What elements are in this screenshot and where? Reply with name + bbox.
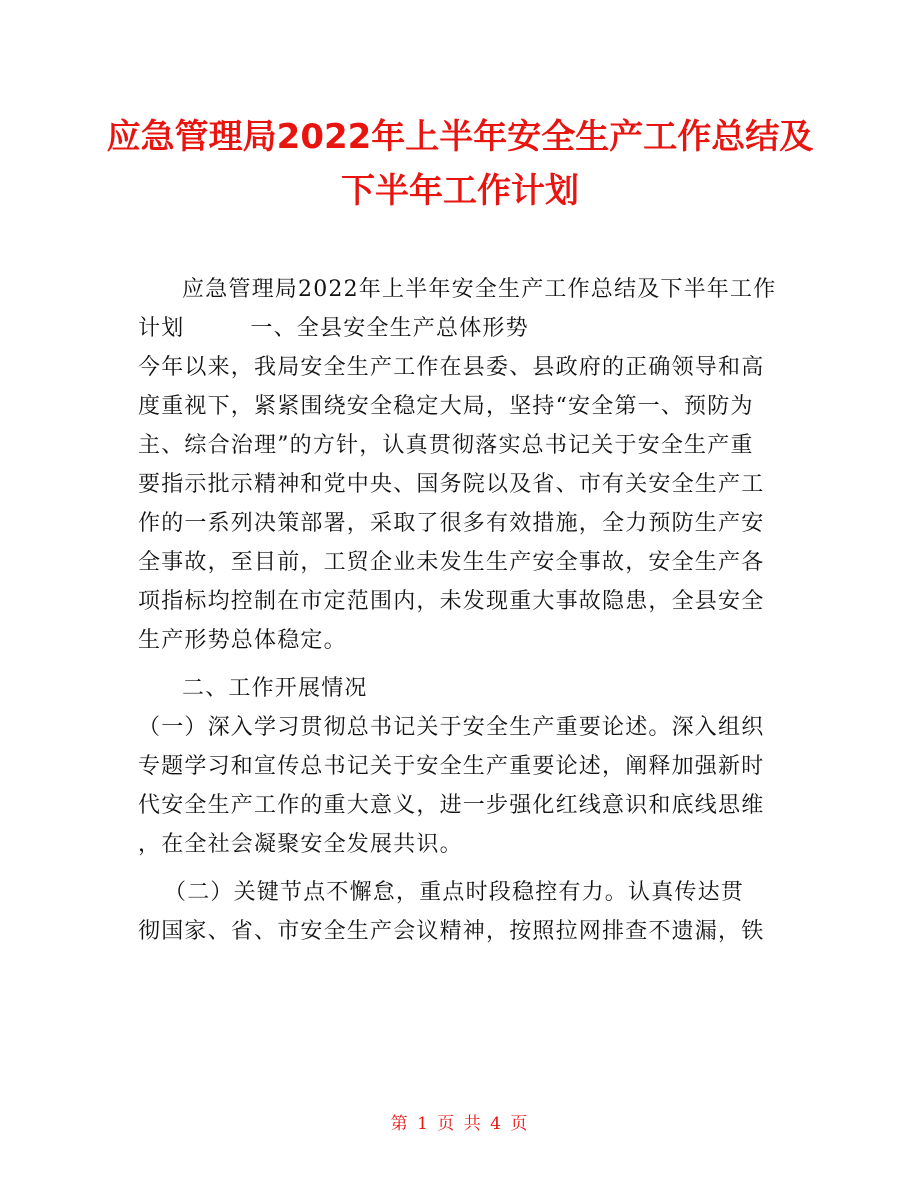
paragraph-line: ，在全社会凝聚安全发展共识。 — [138, 832, 463, 857]
paragraph-line: 作的一系列决策部署，采取了很多有效措施，全力预防生产安 — [138, 511, 765, 536]
document-title — [100, 110, 820, 218]
section-heading: 一、全县安全生产总体形势 — [250, 316, 529, 341]
paragraph-line — [138, 309, 790, 348]
paragraph-line: （一）深入学习贯彻总书记关于安全生产重要论述。深入组织 — [138, 715, 765, 740]
document-body — [138, 270, 790, 951]
title-line-1: 应急管理局2022年上半年安全生产工作总结及 — [106, 117, 814, 157]
paragraph-text: 计划 — [138, 316, 185, 341]
paragraph-line: 彻国家、省、市安全生产会议精神，按照拉网排查不遗漏，铁 — [138, 919, 765, 944]
paragraph-line: 项指标均控制在市定范围内，未发现重大事故隐患，全县安全 — [138, 589, 765, 614]
paragraph-line: 全事故，至目前，工贸企业未发生生产安全事故，安全生产各 — [138, 550, 765, 575]
paragraph-line: 应急管理局2022年上半年安全生产工作总结及下半年工作 — [182, 277, 777, 302]
paragraph-line: 要指示批示精神和党中央、国务院以及省、市有关安全生产工 — [138, 472, 765, 497]
paragraph-line: 今年以来，我局安全生产工作在县委、县政府的正确领导和高 — [138, 355, 765, 380]
paragraph-line: 专题学习和宣传总书记关于安全生产重要论述，阐释加强新时 — [138, 754, 765, 779]
paragraph-line: 生产形势总体稳定。 — [138, 628, 347, 653]
paragraph-line: 代安全生产工作的重大意义，进一步强化红线意识和底线思维 — [138, 793, 765, 818]
paragraph-line: 度重视下，紧紧围绕安全稳定大局，坚持“安全第一、预防为 — [138, 394, 754, 419]
page-number: 第 1 页 共 4 页 — [390, 1114, 530, 1134]
section-heading: 二、工作开展情况 — [182, 676, 368, 701]
title-line-2: 下半年工作计划 — [341, 171, 579, 211]
paragraph-line: （二）关键节点不懈怠，重点时段稳控有力。认真传达贯 — [164, 880, 745, 905]
paragraph-line: 主、综合治理”的方针，认真贯彻落实总书记关于安全生产重 — [138, 433, 754, 458]
